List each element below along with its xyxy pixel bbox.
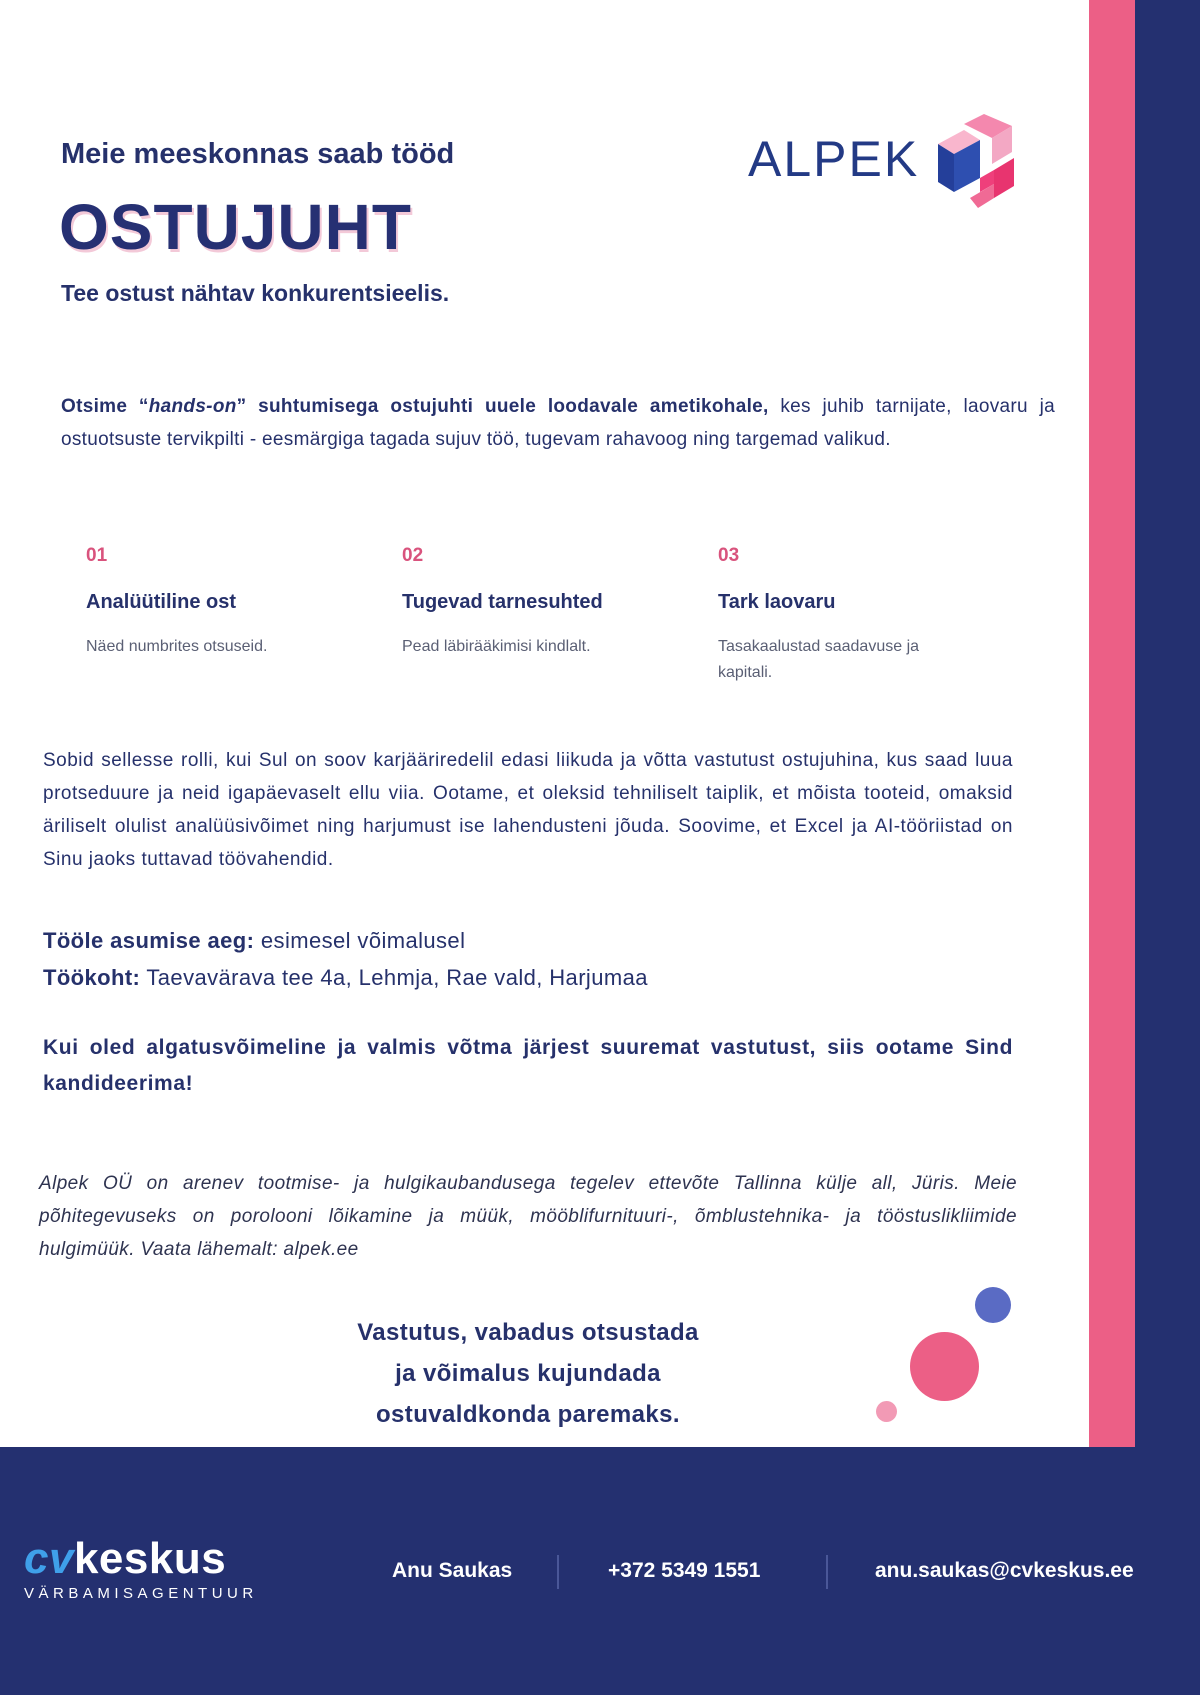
feature-description: Tasakaalustad saadavuse ja kapitali.: [718, 638, 920, 681]
contact-email[interactable]: anu.saukas@cvkeskus.ee: [875, 1559, 1134, 1582]
location-value: Taevavärava tee 4a, Lehmja, Rae vald, Harjumaa: [140, 965, 648, 990]
navy-side-stripe: [1135, 0, 1200, 1447]
alpek-logo: [748, 110, 1018, 210]
feature-1: [86, 545, 346, 660]
role-description: Sobid sellesse rolli, kui Sul on soov karjääriredelil edasi liikuda ja võtta vastutust ostujuhina, kus saad luua protseduure ja neid igapäevaselt ellu viia. Ootame, et oleksid tehniliselt taiplik, et mõista tooteid, omaksid äriliselt olulist analüüsivõimet ning harjumust ise lahendusteni jõuda. Soovime, et Excel ja AI-tööriistad on Sinu jaoks tuttavad töövahendid.: [43, 750, 1013, 870]
footer-divider: [826, 1555, 828, 1589]
slogan-line-3: ostuvaldkonda paremaks.: [376, 1401, 680, 1428]
cvkeskus-logo: [24, 1534, 258, 1602]
intro-bold-prefix: Otsime “: [61, 396, 149, 417]
intro-paragraph: [61, 390, 1055, 456]
brand-cv: cv: [24, 1534, 74, 1583]
start-time-value: esimesel võimalusel: [254, 928, 466, 953]
pink-side-stripe: [1089, 0, 1135, 1447]
decor-circle-pink-large: [910, 1332, 979, 1401]
slogan-line-1: Vastutus, vabadus otsustada: [357, 1319, 699, 1346]
contact-name: Anu Saukas: [392, 1559, 513, 1582]
intro-rest: kes juhib tarnijate, laovaru ja ostuotsuste tervikpilti - eesmärgiga tagada sujuv töö, tugevam rahavoog ning targemad valikud.: [61, 396, 1056, 450]
location-label: Töökoht:: [43, 965, 141, 990]
call-to-action: Kui oled algatusvõimeline ja valmis võtma järjest suuremat vastutust, siis ootame Sind kandideerima!: [43, 1036, 1013, 1095]
feature-2: [402, 545, 662, 660]
company-about: Alpek OÜ on arenev tootmise- ja hulgikaubandusega tegelev ettevõte Tallinna külje all, Jüris. Meie põhitegevuseks on porolooni lõikamine ja müük, mööblifurnituuri-, õmblustehnika- ja tööstuslikliimide hulgimüük. Vaata lähemalt: alpek.ee: [39, 1173, 1017, 1260]
brand-subtitle: VÄRBAMISAGENTUUR: [24, 1585, 258, 1602]
alpek-cube-icon: [934, 114, 1018, 210]
slogan-line-2: ja võimalus kujundada: [395, 1360, 661, 1387]
contact-phone[interactable]: +372 5349 1551: [608, 1559, 761, 1582]
footer: [0, 1447, 1200, 1695]
slogan: [308, 1312, 748, 1435]
brand-keskus: keskus: [73, 1534, 227, 1583]
feature-title: Tugevad tarnesuhted: [402, 591, 603, 613]
start-time-label: Tööle asumise aeg:: [43, 928, 255, 953]
feature-number: 03: [718, 545, 740, 566]
job-title: OSTUJUHT: [59, 191, 412, 263]
feature-number: 02: [402, 545, 424, 566]
location-line: [43, 965, 648, 991]
feature-number: 01: [86, 545, 108, 566]
decor-circle-pink-small: [876, 1401, 897, 1422]
feature-description: Näed numbrites otsuseid.: [86, 638, 268, 655]
feature-description: Pead läbirääkimisi kindlalt.: [402, 638, 591, 655]
header-kicker: Meie meeskonnas saab tööd: [61, 138, 455, 170]
feature-title: Tark laovaru: [718, 591, 836, 613]
intro-bold-suffix: ” suhtumisega ostujuhti uuele loodavale ametikohale,: [236, 396, 769, 417]
logo-text: ALPEK: [748, 131, 920, 187]
tagline: Tee ostust nähtav konkurentsieelis.: [61, 280, 450, 306]
intro-bold-italic: hands-on: [148, 396, 237, 417]
footer-divider: [557, 1555, 559, 1589]
decor-circle-blue: [975, 1287, 1011, 1323]
feature-3: [718, 545, 968, 686]
feature-title: Analüütiline ost: [86, 591, 236, 613]
start-time-line: [43, 928, 465, 954]
